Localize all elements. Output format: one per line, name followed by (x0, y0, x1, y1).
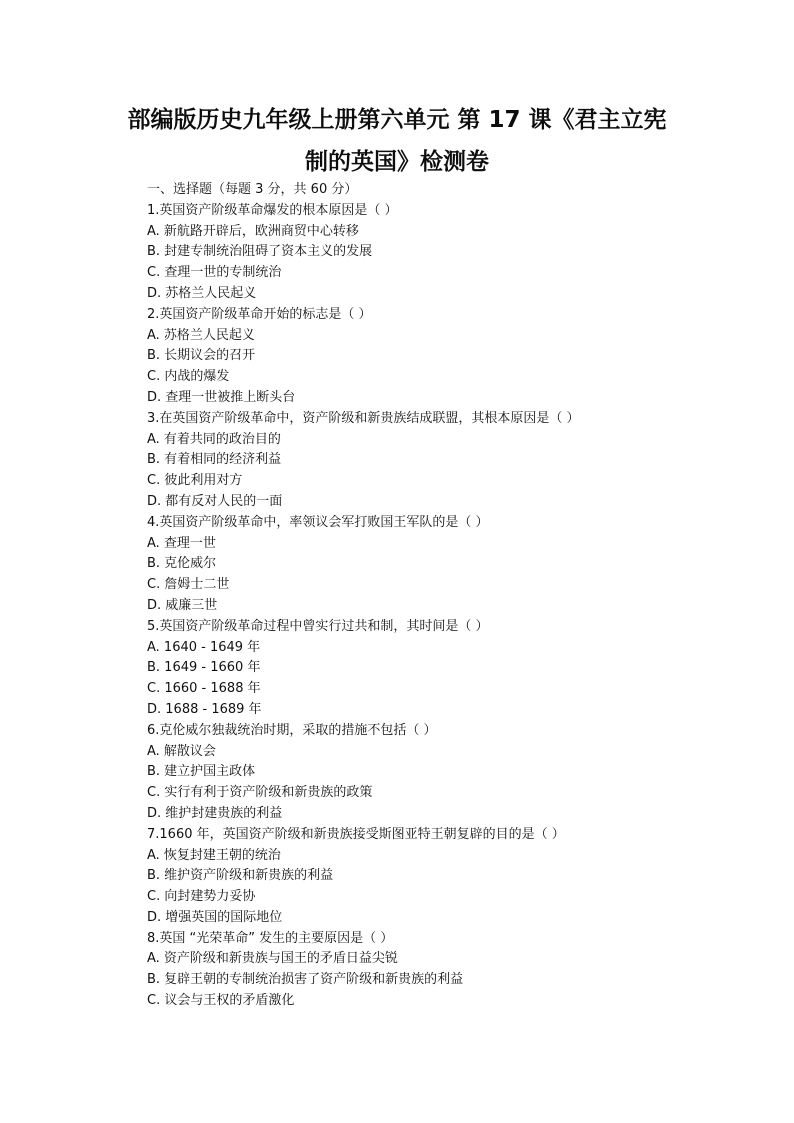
question-stem: 3.在英国资产阶级革命中，资产阶级和新贵族结成联盟，其根本原因是（ ） (147, 410, 580, 426)
option-c: C. 詹姆士二世 (147, 577, 230, 593)
question-4 (147, 513, 707, 617)
option-b: B. 维护资产阶级和新贵族的利益 (147, 868, 334, 884)
question-5 (147, 617, 707, 721)
option-c: C. 查理一世的专制统治 (147, 265, 282, 281)
question-stem: 8.英国 “光荣革命” 发生的主要原因是（ ） (147, 930, 394, 946)
option-b: B. 建立护国主政体 (147, 764, 256, 780)
option-c: C. 内战的爆发 (147, 369, 230, 385)
question-3 (147, 409, 707, 513)
option-b: B. 有着相同的经济利益 (147, 452, 282, 468)
option-b: B. 1649 - 1660 年 (147, 660, 261, 676)
question-1 (147, 201, 707, 305)
option-c: C. 向封建势力妥协 (147, 889, 256, 905)
option-a: A. 有着共同的政治目的 (147, 431, 281, 447)
option-c: C. 议会与王权的矛盾激化 (147, 993, 295, 1009)
option-d: D. 查理一世被推上断头台 (147, 389, 296, 405)
option-a: A. 新航路开辟后，欧洲商贸中心转移 (147, 223, 359, 239)
option-a: A. 1640 - 1649 年 (147, 639, 261, 655)
question-stem: 7.1660 年，英国资产阶级和新贵族接受斯图亚特王朝复辟的目的是（ ） (147, 826, 565, 842)
option-b: B. 复辟王朝的专制统治损害了资产阶级和新贵族的利益 (147, 972, 464, 988)
option-c: C. 1660 - 1688 年 (147, 681, 261, 697)
option-b: B. 封建专制统治阻碍了资本主义的发展 (147, 244, 373, 260)
option-a: A. 查理一世 (147, 535, 216, 551)
option-c: C. 实行有利于资产阶级和新贵族的政策 (147, 785, 373, 801)
question-2 (147, 305, 707, 409)
option-a: A. 恢复封建王朝的统治 (147, 847, 281, 863)
question-6 (147, 721, 707, 825)
document-title-line-1: 部编版历史九年级上册第六单元 第 17 课《君主立宪 (127, 107, 667, 133)
question-stem: 1.英国资产阶级革命爆发的根本原因是（ ） (147, 202, 398, 218)
question-stem: 2.英国资产阶级革命开始的标志是（ ） (147, 306, 372, 322)
question-stem: 5.英国资产阶级革命过程中曾实行过共和制，其时间是（ ） (147, 618, 489, 634)
option-d: D. 都有反对人民的一面 (147, 493, 283, 509)
document-title-line-2: 制的英国》检测卷 (305, 149, 489, 175)
question-list (147, 180, 707, 1012)
option-b: B. 长期议会的召开 (147, 348, 256, 364)
option-a: A. 解散议会 (147, 743, 216, 759)
option-c: C. 彼此利用对方 (147, 473, 243, 489)
option-a: A. 苏格兰人民起义 (147, 327, 255, 343)
question-stem: 6.克伦威尔独裁统治时期，采取的措施不包括（ ） (147, 722, 437, 738)
option-d: D. 苏格兰人民起义 (147, 285, 257, 301)
question-7 (147, 825, 707, 929)
question-8 (147, 929, 707, 1012)
option-a: A. 资产阶级和新贵族与国王的矛盾日益尖锐 (147, 951, 398, 967)
option-d: D. 威廉三世 (147, 597, 218, 613)
option-d: D. 维护封建贵族的利益 (147, 805, 283, 821)
section-heading: 一、选择题（每题 3 分，共 60 分） (147, 182, 358, 197)
option-d: D. 1688 - 1689 年 (147, 701, 262, 717)
option-d: D. 增强英国的国际地位 (147, 909, 283, 925)
option-b: B. 克伦威尔 (147, 556, 217, 572)
question-stem: 4.英国资产阶级革命中，率领议会军打败国王军队的是（ ） (147, 514, 489, 530)
